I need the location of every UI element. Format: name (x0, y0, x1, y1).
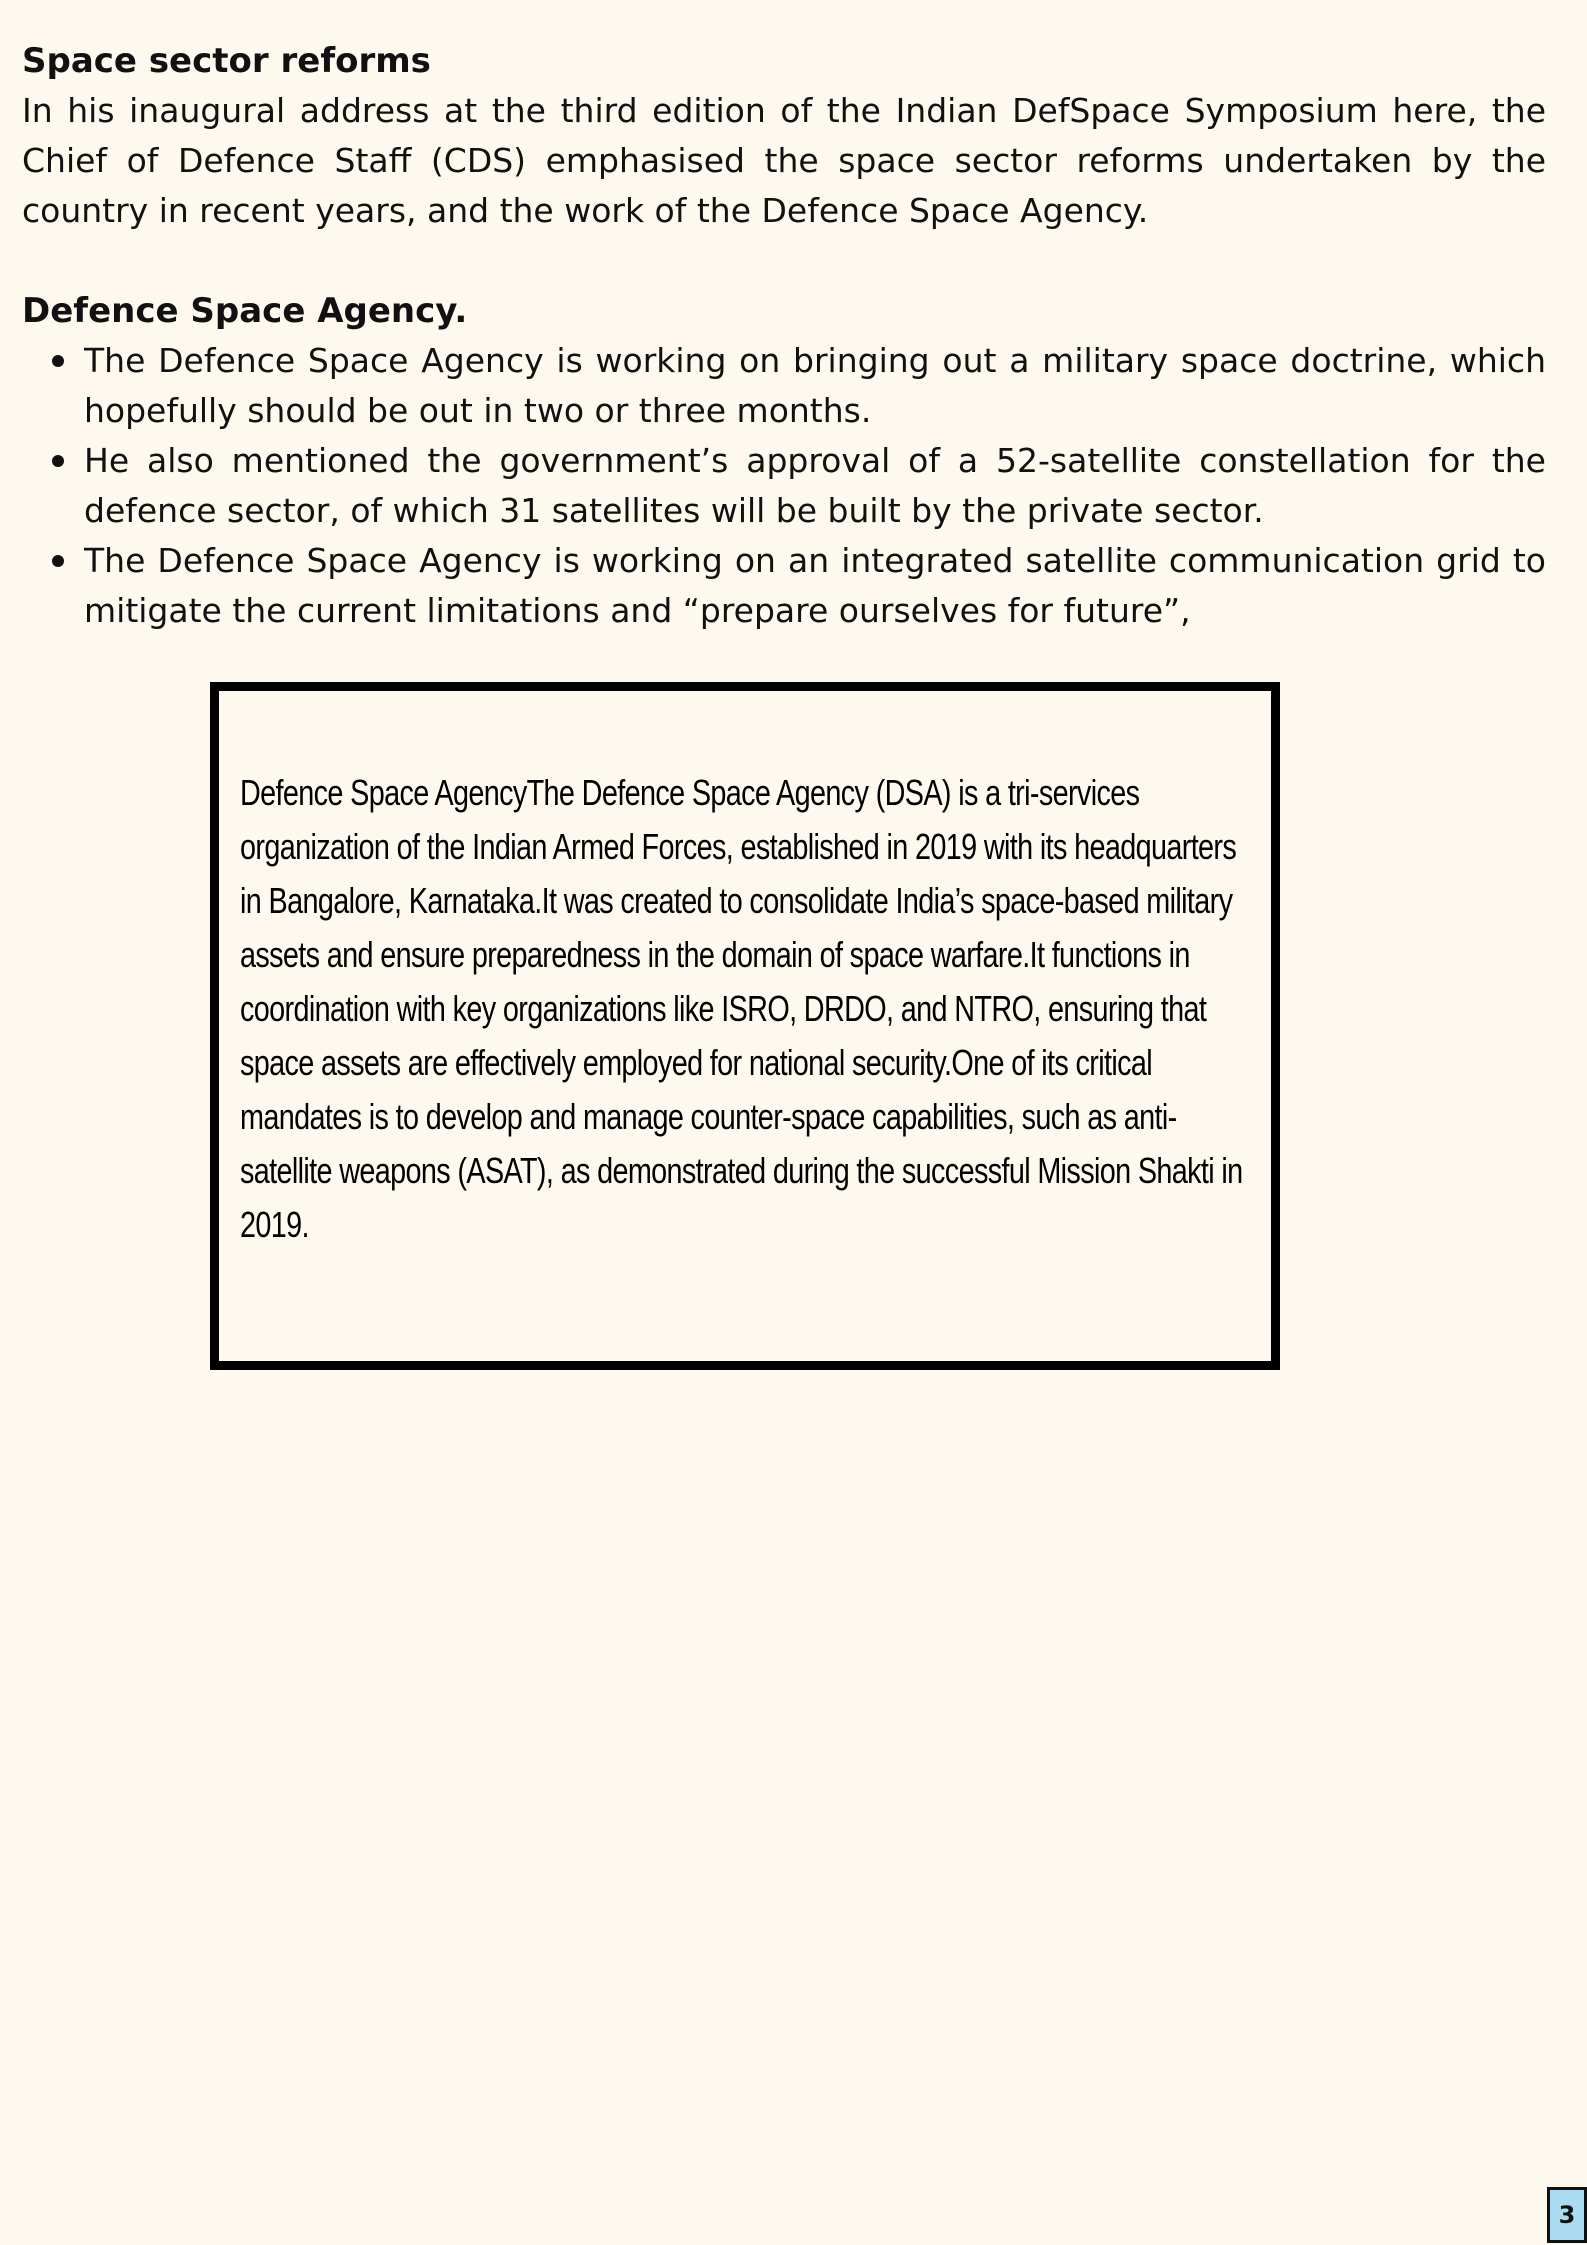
bullet-item (84, 536, 1546, 636)
bullet-dot-icon (52, 555, 64, 567)
bullet-item (84, 436, 1546, 536)
section-paragraph-space-sector-reforms: In his inaugural address at the third edition of the Indian DefSpace Symposium here, the Chief of Defence Staff (CDS) emphasised the space sector reforms undertaken by the country in recent years, and the work of the Defence Space Agency. (22, 91, 1546, 230)
bullet-text: He also mentioned the government’s approval of a 52-satellite constellation for the defence sector, of which 31 satellites will be built by the private sector. (84, 441, 1546, 530)
page-number: 3 (1549, 2187, 1585, 2243)
document-body (22, 36, 1546, 636)
section-heading-defence-space-agency: Defence Space Agency. (22, 291, 468, 331)
section-heading-space-sector-reforms: Space sector reforms (22, 41, 431, 81)
bullet-item (84, 336, 1546, 436)
section-spacer (22, 236, 1546, 286)
bullet-text: The Defence Space Agency is working on bringing out a military space doctrine, which hopefully should be out in two or three months. (84, 341, 1546, 430)
bullet-list (22, 336, 1546, 636)
info-box-text: Defence Space AgencyThe Defence Space Agency (DSA) is a tri-services organization of the Indian Armed Forces, established in 2019 with its headquarters in Bangalore, Karnataka.It was created to consolidate India’s space-based military assets and ensure preparedness in the domain of space warfare.It functions in coordination with key organizations like ISRO, DRDO, and NTRO, ensuring that space assets are effectively employed for national security.One of its critical mandates is to develop and manage counter-space capabilities, such as anti-satellite weapons (ASAT), as demonstrated during the successful Mission Shakti in 2019. (240, 772, 1243, 1245)
bullet-text: The Defence Space Agency is working on an integrated satellite communication grid to mitigate the current limitations and “prepare ourselves for future”, (84, 541, 1546, 630)
info-box (210, 682, 1280, 1370)
bullet-dot-icon (52, 455, 64, 467)
bullet-dot-icon (52, 355, 64, 367)
